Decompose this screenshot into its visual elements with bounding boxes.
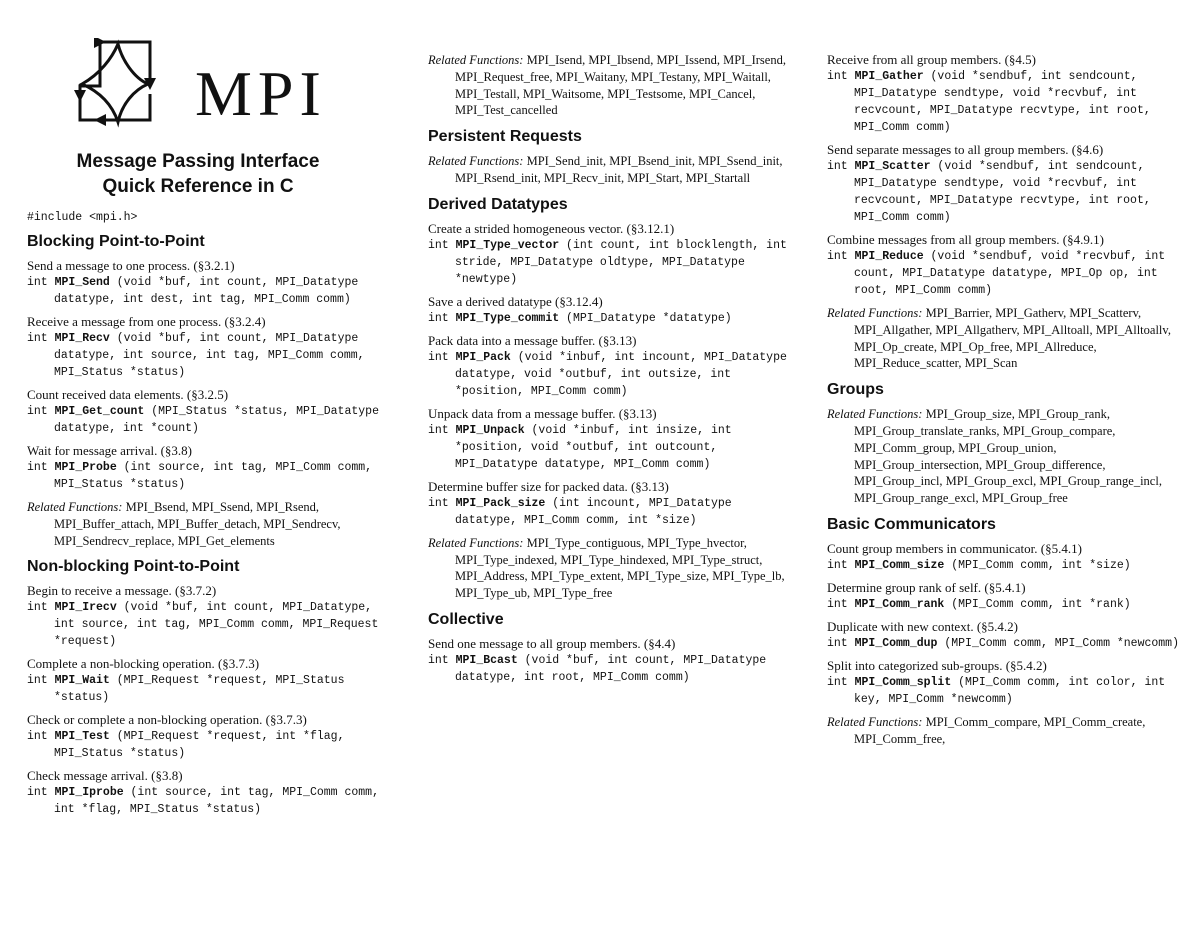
- include-directive: #include <mpi.h>: [27, 211, 138, 224]
- function-prototype: [428, 310, 790, 327]
- return-type: int: [827, 250, 855, 263]
- function-description: Unpack data from a message buffer. (§3.13): [428, 405, 657, 421]
- function-args: (MPI_Request *request, MPI_Status *status): [54, 674, 345, 705]
- function-description: Send a message to one process. (§3.2.1): [27, 258, 235, 273]
- function-description: Check or complete a non-blocking operation. (§3.7.3): [27, 712, 307, 728]
- related-label: Related Functions:: [428, 154, 524, 169]
- function-prototype: [827, 248, 1182, 299]
- function-entry: [428, 332, 790, 400]
- function-description: Count group members in communicator. (§5.4.1): [827, 540, 1082, 556]
- return-type: int: [827, 70, 855, 83]
- function-entry: [27, 442, 397, 493]
- related-label: Related Functions:: [827, 407, 923, 422]
- function-prototype: [827, 158, 1182, 226]
- function-prototype: [27, 599, 397, 650]
- function-prototype: [827, 635, 1182, 652]
- section-heading: Collective: [428, 610, 504, 628]
- function-name: MPI_Wait: [54, 674, 110, 688]
- title-line-1: Message Passing Interface: [76, 151, 320, 172]
- function-name: MPI_Pack: [455, 350, 511, 364]
- return-type: int: [428, 496, 456, 510]
- logo-text: MPI: [195, 58, 327, 129]
- function-args: (MPI_Status *status, MPI_Datatype datatype, int *count): [54, 405, 379, 435]
- related-functions: [428, 535, 790, 602]
- related-list: MPI_Bsend, MPI_Ssend, MPI_Rsend, MPI_Buffer_attach, MPI_Buffer_detach, MPI_Sendrecv, MPI_Sendrecv_replace, MPI_Get_elements: [54, 500, 341, 548]
- related-list: MPI_Group_size, MPI_Group_rank, MPI_Group_translate_ranks, MPI_Group_compare, MPI_Comm_group, MPI_Group_union, MPI_Group_intersection, MPI_Group_difference, MPI_Group_incl, MPI_Group_excl, MPI_Group_range_incl, MPI_Group_range_excl, MPI_Group_free: [854, 407, 1162, 506]
- return-type: int: [27, 674, 55, 688]
- mpi-logo: [27, 38, 397, 133]
- function-prototype: [428, 349, 790, 400]
- return-type: int: [428, 238, 456, 252]
- function-name: MPI_Probe: [54, 461, 117, 474]
- function-entry: [827, 657, 1182, 708]
- return-type: int: [827, 597, 855, 611]
- entry-list: [27, 582, 397, 818]
- section-heading: Blocking Point-to-Point: [27, 233, 205, 250]
- function-description: Wait for message arrival. (§3.8): [27, 443, 193, 458]
- function-description: Pack data into a message buffer. (§3.13): [428, 332, 637, 348]
- function-name: MPI_Comm_dup: [854, 636, 938, 650]
- function-entry: [827, 51, 1182, 136]
- function-name: MPI_Reduce: [854, 250, 924, 263]
- function-prototype: [27, 728, 397, 762]
- column-1: [27, 0, 397, 818]
- section-persistent: [428, 127, 790, 187]
- entry-list: [27, 257, 397, 493]
- title-line-2: Quick Reference in C: [102, 176, 294, 197]
- function-args: (MPI_Comm comm, int *size): [944, 558, 1131, 572]
- function-prototype: [827, 557, 1182, 574]
- function-entry: [827, 231, 1182, 299]
- function-description: Duplicate with new context. (§5.4.2): [827, 618, 1018, 634]
- section-heading: Persistent Requests: [428, 128, 582, 146]
- related-functions-nonblocking: [428, 52, 790, 119]
- function-entry: [428, 405, 790, 473]
- function-description: Complete a non-blocking operation. (§3.7.3): [27, 656, 260, 672]
- function-args: (void *sendbuf, int sendcount, MPI_Datatype sendtype, void *recvbuf, int recvcount, MPI_Datatype recvtype, int root, MPI_Comm comm): [854, 160, 1151, 224]
- function-description: Check message arrival. (§3.8): [27, 768, 183, 784]
- function-description: Determine group rank of self. (§5.4.1): [827, 579, 1026, 595]
- return-type: int: [27, 276, 55, 289]
- section-derived: [428, 195, 790, 602]
- related-functions: [827, 305, 1182, 372]
- function-name: MPI_Pack_size: [455, 496, 546, 510]
- related-functions: [827, 406, 1182, 507]
- function-name: MPI_Type_vector: [455, 238, 560, 252]
- function-args: (void *sendbuf, int sendcount, MPI_Datatype sendtype, void *recvbuf, int recvcount, MPI_Datatype recvtype, int root, MPI_Comm comm): [854, 70, 1151, 134]
- function-args: (int source, int tag, MPI_Comm comm, MPI_Status *status): [54, 461, 373, 491]
- function-name: MPI_Unpack: [455, 423, 525, 437]
- function-args: (int source, int tag, MPI_Comm comm, int *flag, MPI_Status *status): [54, 786, 379, 817]
- entry-list: [827, 51, 1182, 299]
- related-list: MPI_Barrier, MPI_Gatherv, MPI_Scatterv, MPI_Allgather, MPI_Allgatherv, MPI_Alltoall, MPI_Alltoallv, MPI_Op_create, MPI_Op_free, MPI_Allreduce, MPI_Reduce_scatter, MPI_Scan: [854, 306, 1171, 371]
- function-name: MPI_Test: [54, 730, 110, 744]
- page-title: [27, 149, 397, 199]
- related-functions: [827, 714, 1182, 748]
- return-type: int: [827, 636, 855, 650]
- related-label: Related Functions:: [27, 500, 123, 514]
- mpi-logo-icon: [72, 38, 192, 133]
- function-args: (MPI_Comm comm, int *rank): [944, 597, 1131, 611]
- function-description: Combine messages from all group members. (§4.9.1): [827, 232, 1104, 247]
- related-label: Related Functions:: [827, 306, 923, 320]
- section-heading: Basic Communicators: [827, 515, 996, 533]
- function-entry: [27, 313, 397, 381]
- function-name: MPI_Irecv: [54, 601, 117, 615]
- function-prototype: [827, 674, 1182, 708]
- function-entry: [27, 582, 397, 650]
- function-args: (void *buf, int count, MPI_Datatype datatype, int root, MPI_Comm comm): [455, 653, 767, 684]
- function-args: (MPI_Request *request, int *flag, MPI_Status *status): [54, 730, 345, 761]
- function-name: MPI_Get_count: [54, 405, 145, 418]
- function-entry: [827, 579, 1182, 613]
- function-prototype: [27, 459, 397, 493]
- function-description: Count received data elements. (§3.2.5): [27, 387, 229, 402]
- return-type: int: [428, 423, 456, 437]
- return-type: int: [27, 601, 55, 615]
- return-type: int: [27, 405, 55, 418]
- entry-list: [827, 540, 1182, 708]
- related-list: MPI_Type_contiguous, MPI_Type_hvector, MPI_Type_indexed, MPI_Type_hindexed, MPI_Type_struct, MPI_Address, MPI_Type_extent, MPI_Type_size, MPI_Type_lb, MPI_Type_ub, MPI_Type_free: [455, 535, 785, 601]
- return-type: int: [27, 332, 55, 345]
- entry-list: [428, 220, 790, 529]
- function-args: (MPI_Comm comm, int color, int key, MPI_Comm *newcomm): [854, 675, 1166, 706]
- section-blocking: [27, 232, 397, 549]
- section-groups: [827, 380, 1182, 507]
- function-prototype: [27, 784, 397, 818]
- section-heading: Non-blocking Point-to-Point: [27, 558, 240, 576]
- column-3: [827, 46, 1182, 748]
- function-description: Send one message to all group members. (§4.4): [428, 635, 676, 651]
- function-entry: [827, 540, 1182, 574]
- function-description: Determine buffer size for packed data. (§3.13): [428, 478, 669, 494]
- section-communicators: [827, 515, 1182, 748]
- section-heading: Groups: [827, 381, 884, 399]
- related-list: MPI_Send_init, MPI_Bsend_init, MPI_Ssend_init, MPI_Rsend_init, MPI_Recv_init, MPI_Start, MPI_Startall: [455, 154, 783, 185]
- return-type: int: [27, 461, 55, 474]
- function-name: MPI_Comm_size: [854, 558, 945, 572]
- function-prototype: [428, 422, 790, 473]
- function-name: MPI_Type_commit: [455, 311, 560, 325]
- return-type: int: [27, 730, 55, 744]
- function-name: MPI_Recv: [54, 332, 110, 345]
- return-type: int: [827, 675, 855, 689]
- function-description: Receive from all group members. (§4.5): [827, 52, 1037, 67]
- return-type: int: [428, 350, 456, 364]
- function-prototype: [27, 672, 397, 706]
- return-type: int: [827, 558, 855, 572]
- function-args: (void *buf, int count, MPI_Datatype datatype, int source, int tag, MPI_Comm comm, MPI_Status *status): [54, 332, 365, 379]
- function-args: (MPI_Comm comm, MPI_Comm *newcomm): [937, 636, 1179, 650]
- function-entry: [27, 386, 397, 437]
- function-args: (int incount, MPI_Datatype datatype, MPI_Comm comm, int *size): [455, 496, 732, 527]
- function-args: (void *buf, int count, MPI_Datatype, int source, int tag, MPI_Comm comm, MPI_Request *request): [54, 601, 379, 649]
- function-description: Begin to receive a message. (§3.7.2): [27, 583, 217, 599]
- function-args: (void *inbuf, int insize, int *position, void *outbuf, int outcount, MPI_Datatype datatype, MPI_Comm comm): [455, 423, 732, 471]
- function-entry: [428, 293, 790, 327]
- function-name: MPI_Comm_rank: [854, 597, 945, 611]
- function-entry: [27, 767, 397, 818]
- function-prototype: [428, 652, 790, 686]
- related-label: Related Functions:: [827, 714, 923, 729]
- function-prototype: [428, 495, 790, 529]
- function-args: (int count, int blocklength, int stride, MPI_Datatype oldtype, MPI_Datatype *newtype): [455, 238, 787, 286]
- function-entry: [428, 220, 790, 288]
- function-args: (void *inbuf, int incount, MPI_Datatype datatype, void *outbuf, int outsize, int *position, MPI_Comm comm): [455, 350, 787, 398]
- function-description: Receive a message from one process. (§3.2.4): [27, 314, 266, 329]
- function-prototype: [827, 596, 1182, 613]
- related-label: Related Functions:: [428, 53, 524, 67]
- section-heading: Derived Datatypes: [428, 195, 568, 213]
- function-name: MPI_Scatter: [854, 160, 931, 173]
- function-description: Send separate messages to all group members. (§4.6): [827, 142, 1104, 157]
- related-list: MPI_Isend, MPI_Ibsend, MPI_Issend, MPI_Irsend, MPI_Request_free, MPI_Waitany, MPI_Testany, MPI_Waitall, MPI_Testall, MPI_Waitsome, MPI_Testsome, MPI_Cancel, MPI_Test_cancelled: [455, 53, 786, 118]
- related-functions: [428, 153, 790, 187]
- return-type: int: [428, 311, 456, 325]
- function-prototype: [827, 68, 1182, 136]
- function-name: MPI_Iprobe: [54, 786, 124, 800]
- function-name: MPI_Comm_split: [854, 675, 952, 689]
- related-functions: [27, 499, 397, 549]
- section-nonblocking: [27, 557, 397, 818]
- function-args: (void *sendbuf, void *recvbuf, int count, MPI_Datatype datatype, MPI_Op op, int root, MPI_Comm comm): [854, 250, 1166, 297]
- return-type: int: [428, 653, 456, 667]
- related-list: MPI_Comm_compare, MPI_Comm_create, MPI_Comm_free,: [854, 714, 1146, 746]
- function-entry: [27, 257, 397, 308]
- function-name: MPI_Bcast: [455, 653, 518, 667]
- function-entry: [428, 478, 790, 529]
- function-description: Create a strided homogeneous vector. (§3.12.1): [428, 220, 675, 236]
- function-entry: [827, 618, 1182, 652]
- function-name: MPI_Send: [54, 276, 110, 289]
- function-prototype: [27, 403, 397, 437]
- function-name: MPI_Gather: [854, 70, 924, 83]
- return-type: int: [827, 160, 855, 173]
- function-entry: [428, 635, 790, 686]
- function-prototype: [27, 274, 397, 308]
- function-entry: [27, 655, 397, 706]
- function-args: (void *buf, int count, MPI_Datatype datatype, int dest, int tag, MPI_Comm comm): [54, 276, 359, 306]
- section-collective-cont: [827, 51, 1182, 372]
- function-prototype: [428, 237, 790, 288]
- column-2: [428, 46, 790, 686]
- function-description: Save a derived datatype (§3.12.4): [428, 293, 603, 309]
- function-prototype: [27, 330, 397, 381]
- entry-list: [428, 635, 790, 686]
- function-args: (MPI_Datatype *datatype): [559, 311, 732, 325]
- section-collective: [428, 610, 790, 686]
- function-entry: [27, 711, 397, 762]
- return-type: int: [27, 786, 55, 800]
- function-description: Split into categorized sub-groups. (§5.4.2): [827, 657, 1047, 673]
- function-entry: [827, 141, 1182, 226]
- related-label: Related Functions:: [428, 535, 524, 550]
